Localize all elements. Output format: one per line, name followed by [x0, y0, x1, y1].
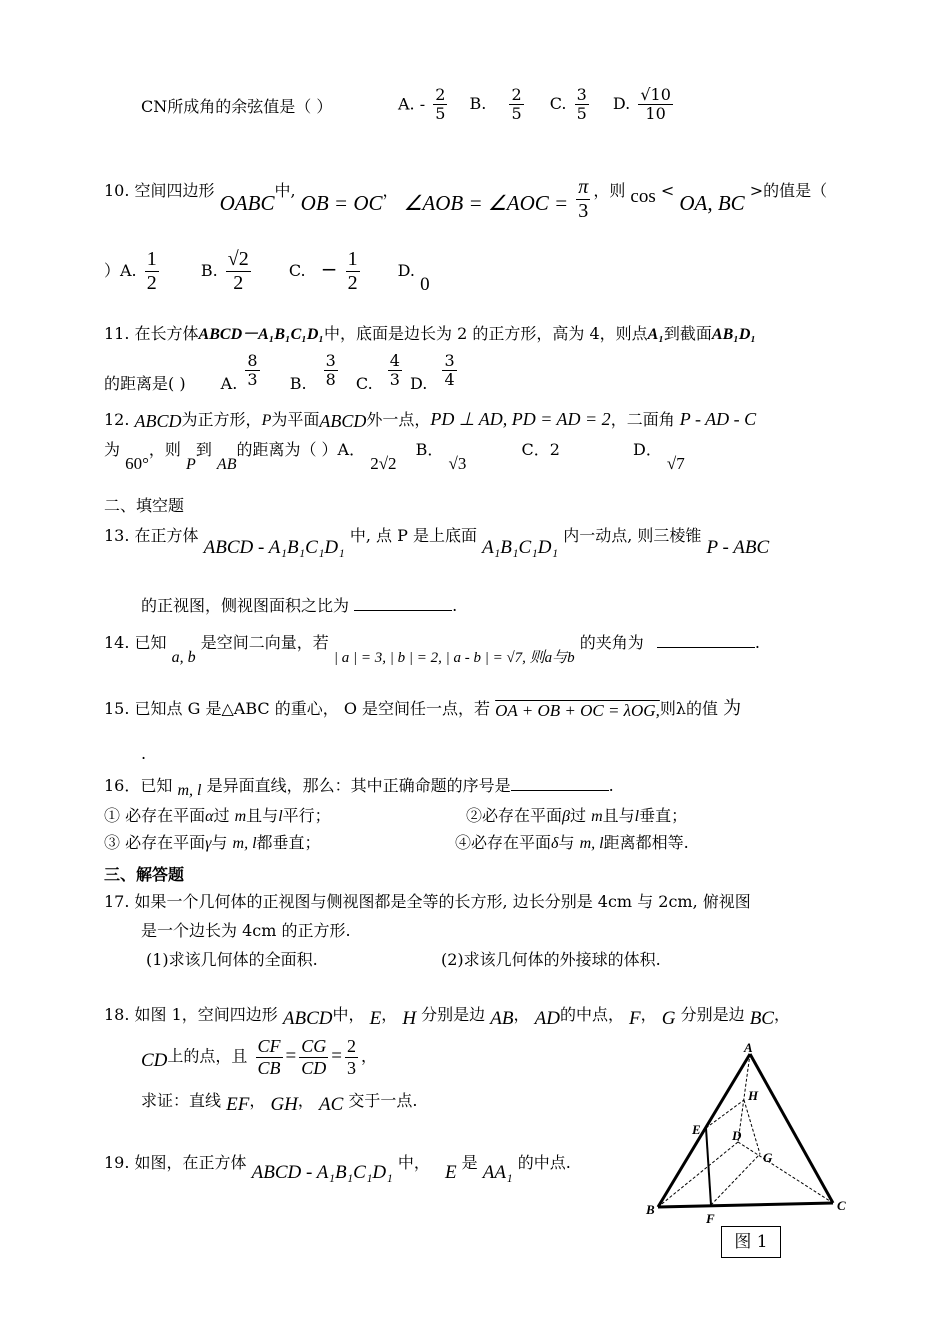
label-g: G	[763, 1150, 773, 1165]
q15-line2: .	[141, 744, 147, 763]
q18-c: ，	[381, 1005, 398, 1024]
q11-l1e: 到截面	[663, 324, 712, 343]
q14-end: .	[754, 633, 760, 652]
q10-mid: 中,	[274, 181, 296, 200]
label-d: D	[732, 1128, 742, 1143]
q19-b: 中，	[397, 1153, 430, 1172]
q12-n: 12.	[104, 410, 130, 429]
q19-line	[104, 1152, 571, 1183]
q18-ac: AC	[319, 1094, 344, 1115]
q12-t6: 的距离为（ ）A．	[236, 440, 366, 459]
option-a-label: A.	[398, 94, 415, 114]
q18-fv: F	[629, 1008, 641, 1029]
q13-face: A₁B₁C₁D₁	[482, 537, 559, 558]
q13-pyr: P - ABC	[706, 537, 770, 558]
q10-option-d-label: D.	[397, 261, 416, 280]
q18-e2: ，	[513, 1005, 530, 1024]
q19-e: E	[444, 1162, 457, 1183]
q10-vec: OA, BC	[679, 191, 745, 215]
option-d-label: D.	[612, 94, 631, 114]
q13-answer-blank[interactable]	[354, 596, 452, 611]
q16-o2e: l	[634, 808, 640, 825]
q12-option-a-value: 2√2	[370, 454, 397, 473]
q11-line2	[104, 351, 460, 394]
q18-line2	[141, 1036, 377, 1078]
q11-option-c-label: C.	[355, 374, 373, 394]
q10-comma: ，	[382, 181, 399, 200]
q17-line1: 17. 如果一个几何体的正视图与侧视图都是全等的长方形, 边长分别是 4cm 与 2cm, 俯视图	[104, 892, 751, 911]
q11-option-d-label: D.	[410, 374, 428, 394]
q11-line1	[104, 324, 756, 344]
q18-frac-2-3: $\frac{2}{3}$	[346, 1036, 356, 1078]
q15-t: 15. 已知点 G 是△ABC 的重心， O 是空间任一点，若	[104, 699, 491, 718]
segment-fg	[711, 1154, 760, 1205]
q18-eq: =	[285, 1045, 297, 1067]
q18-ab: AB	[490, 1008, 514, 1029]
q16-answer-blank[interactable]	[511, 776, 609, 791]
q12-abcd: ABCD	[134, 411, 182, 431]
q16-o1b: 过	[213, 806, 230, 825]
q12-abcd2: ABCD	[319, 411, 367, 431]
q13-cube: ABCD - A₁B₁C₁D₁	[203, 537, 345, 558]
q18-proof: 求证：直线	[141, 1091, 222, 1110]
q16-options-1	[104, 806, 331, 826]
q18-frac-cf-cb: $\frac{CF}{CB}$	[257, 1036, 281, 1078]
q11-l1f: AB₁D₁	[711, 326, 756, 343]
q16-o1f: 平行；	[282, 806, 331, 825]
q12-ab: AB	[216, 456, 237, 473]
option-a-sign: -	[419, 94, 426, 114]
q16-o4a: δ	[551, 835, 559, 852]
q12-option-d-label: D．	[632, 440, 662, 459]
q16-ml: m, l	[177, 782, 202, 799]
q16-o1c: m	[234, 808, 247, 825]
edge-ac	[750, 1054, 833, 1203]
q11-l2: 的距离是( )	[104, 374, 186, 394]
q14-line	[104, 633, 760, 666]
q10-pi-fraction: $\frac{\pi}{3}$	[578, 176, 589, 222]
q11-l1c: 中，底面是边长为 2 的正方形，高为 4，则点	[324, 324, 648, 343]
q12-cond: PD ⊥ AD, PD = AD = 2	[430, 409, 611, 429]
q18-gv: G	[661, 1008, 676, 1029]
q14-answer-blank[interactable]	[657, 633, 755, 648]
q12-dih: P - AD - C	[679, 409, 757, 429]
q18-c1: ，	[249, 1091, 266, 1110]
q10-option-c-fraction: $\frac{1}{2}$	[347, 248, 358, 294]
q18-j: 上的点，且	[167, 1046, 248, 1066]
q16-o1e: l	[278, 808, 283, 825]
q18-eq2: =	[331, 1045, 342, 1067]
q16-o2f: 垂直；	[639, 806, 688, 825]
q16-options-3	[104, 833, 321, 853]
q10-line1	[104, 168, 828, 222]
q18-b: 中，	[332, 1005, 365, 1024]
q14-cond: | a | = 3, | b | = 2, | a - b | = √7, 则a与b	[333, 650, 575, 666]
q16-options-2	[466, 806, 687, 826]
q17-part2: (2)求该几何体的外接球的体积.	[441, 950, 661, 969]
label-a: A	[744, 1040, 753, 1055]
q10-then: ，则	[593, 181, 626, 200]
edge-bc	[658, 1203, 833, 1207]
q18-bc: BC	[749, 1008, 774, 1029]
label-c: C	[837, 1198, 846, 1213]
q10-options	[104, 248, 430, 295]
q18-h: H	[402, 1008, 417, 1029]
q17-line2: 是一个边长为 4cm 的正方形.	[141, 921, 351, 940]
q16-o1: ① 必存在平面	[104, 806, 206, 825]
q18-ef: EF	[226, 1094, 250, 1115]
q16-o3a: γ	[205, 835, 212, 852]
q12-deg: 60°	[125, 454, 149, 473]
q16-t: 16．已知	[104, 776, 173, 795]
q13-line1	[104, 525, 770, 558]
q14-vecs: a, b	[171, 649, 196, 666]
q13-pre: 13. 在正方体	[104, 526, 199, 545]
q16-o4d: 距离都相等.	[603, 833, 689, 852]
q16-end: .	[608, 776, 614, 795]
q16-o3c: m, l	[232, 835, 257, 852]
q18-h2: 分别是边	[680, 1005, 745, 1024]
q13-end: .	[452, 596, 458, 615]
q15-t3: 为	[723, 698, 742, 719]
q10-eq1: OB = OC	[300, 191, 383, 215]
q10-lt: <	[660, 181, 675, 200]
q19-aa: AA₁	[482, 1162, 513, 1183]
q11-option-b-fraction: $\frac{3}{8}$	[325, 351, 336, 390]
edge-cd	[738, 1142, 833, 1203]
q12-option-d-value: √7	[666, 454, 685, 473]
q13-l2: 的正视图，侧视图面积之比为	[141, 596, 350, 615]
q12-p2: P	[186, 456, 196, 473]
option-b-label: B.	[469, 94, 487, 114]
q10-cos: cos	[630, 186, 656, 207]
q11-option-a-label: A.	[220, 374, 238, 394]
q16-line	[104, 776, 614, 799]
q10-option-a-fraction: $\frac{1}{2}$	[146, 248, 157, 294]
q10-option-d-value: 0	[420, 274, 430, 295]
q18-f: 的中点，	[559, 1005, 624, 1024]
q10-gt: >的值是（	[749, 181, 828, 200]
q16-o2: ②必存在平面	[466, 806, 563, 825]
q16-t2: 是异面直线，那么：其中正确命题的序号是	[206, 776, 511, 795]
q19-d: 的中点.	[517, 1153, 571, 1172]
q10-option-c-minus: −	[320, 257, 338, 281]
q16-o4c: m, l	[579, 835, 604, 852]
q16-o1d: 且与	[246, 806, 279, 825]
q18-e: E	[369, 1008, 382, 1029]
q11-option-b-label: B.	[289, 374, 307, 394]
q13-mid2: 内一动点, 则三棱锥	[563, 526, 702, 545]
q9-line	[141, 97, 332, 116]
q11-l1d: A₁	[647, 326, 664, 343]
option-a-fraction: $\frac{2}{5}$	[435, 85, 446, 124]
option-b-fraction: $\frac{2}{5}$	[511, 85, 522, 124]
q10-option-b-fraction: $\frac{√2}{2}$	[227, 248, 249, 294]
edge-bd	[658, 1142, 738, 1207]
q14-t2: 的夹角为	[579, 633, 644, 652]
q11-option-a-fraction: $\frac{8}{3}$	[247, 351, 258, 390]
q18-line1	[104, 1004, 790, 1027]
q18-g: ，	[640, 1005, 657, 1024]
q10-eq2: ∠AOB = ∠AOC =	[403, 191, 569, 215]
q16-o2b: 过	[569, 806, 586, 825]
option-c-label: C.	[549, 94, 567, 114]
q18-abcd: ABCD	[282, 1008, 333, 1029]
q10-opt-pre: ）A.	[104, 261, 137, 280]
q14-pre: 14. 已知	[104, 633, 167, 652]
q16-o4: ④必存在平面	[455, 833, 552, 852]
q18-frac-cg-cd: $\frac{CG}{CD}$	[301, 1036, 327, 1078]
q16-o2a: β	[562, 808, 570, 825]
q12-line2	[104, 440, 685, 473]
q19-a: 19. 如图，在正方体	[104, 1153, 247, 1172]
q18-ad: AD	[534, 1008, 560, 1029]
figure-1-caption: 图 1	[721, 1226, 781, 1258]
q13-mid: 中, 点 P 是上底面	[349, 526, 477, 545]
q18-gh: GH	[270, 1094, 298, 1115]
label-b: B	[646, 1202, 655, 1217]
q11-option-c-fraction: $\frac{4}{3}$	[389, 351, 400, 390]
q16-o4b: 与	[558, 833, 575, 852]
q12-option-b-value: √3	[448, 454, 467, 473]
label-f: F	[706, 1211, 715, 1225]
q16-o3d: 都垂直；	[256, 833, 321, 852]
q12-t4: ，二面角	[610, 410, 675, 429]
option-d-fraction: $\frac{√10}{10}$	[640, 85, 671, 124]
q10-pre: 10. 空间四边形	[104, 181, 215, 200]
q10-option-b-label: B.	[200, 261, 218, 280]
segment-gh	[744, 1100, 760, 1154]
q16-o2d: 且与	[602, 806, 635, 825]
q11-l1b: ABCD－A₁B₁C₁D₁	[198, 326, 325, 343]
q10-option-c-label: C.	[288, 261, 306, 280]
q12-line1	[104, 409, 756, 431]
q12-p: P	[261, 412, 272, 429]
q12-t2: 为平面	[271, 410, 320, 429]
q11-l1a: 11. 在长方体	[104, 324, 199, 343]
q13-line2	[141, 596, 457, 615]
q15-t2: 则λ的值	[659, 699, 718, 718]
q12-w: 为	[104, 440, 121, 459]
q18-line3	[141, 1090, 417, 1113]
q16-o2c: m	[591, 808, 603, 825]
option-c-fraction: $\frac{3}{5}$	[576, 85, 587, 124]
q12-t5: ，则	[148, 440, 181, 459]
q18-k: ，	[360, 1046, 377, 1066]
figure-1-tetrahedron	[640, 1040, 855, 1225]
segment-eh	[706, 1100, 744, 1128]
q18-i: ，	[773, 1005, 790, 1024]
q11-option-d-fraction: $\frac{3}{4}$	[444, 351, 455, 390]
q18-end: 交于一点.	[348, 1091, 418, 1110]
section-2-heading: 二、填空题	[104, 496, 185, 515]
q16-o3b: 与	[211, 833, 228, 852]
q12-t3: 外一点，	[366, 410, 431, 429]
q12-to: 到	[195, 440, 212, 459]
q16-o1a: α	[205, 808, 214, 825]
section-3-heading: 三、解答题	[104, 865, 185, 884]
q17-part1: (1)求该几何体的全面积.	[146, 950, 318, 969]
q18-d: 分别是边	[421, 1005, 486, 1024]
label-h: H	[748, 1088, 759, 1103]
q15-line	[104, 698, 741, 720]
q18-a: 18. 如图 1，空间四边形	[104, 1005, 278, 1024]
q18-c2: ，	[297, 1091, 314, 1110]
label-e: E	[692, 1122, 701, 1137]
q19-c: 是	[461, 1153, 478, 1172]
q15-eq: OA + OB + OC = λOG,	[495, 701, 660, 720]
segment-ef	[706, 1128, 711, 1205]
q10-obj: OABC	[219, 191, 275, 215]
q14-t: 是空间二向量，若	[200, 633, 329, 652]
q16-o3: ③ 必存在平面	[104, 833, 206, 852]
q19-cube: ABCD - A₁B₁C₁D₁	[251, 1162, 393, 1183]
q9-options	[398, 86, 676, 124]
q12-option-c: C．2	[521, 440, 560, 459]
q9-text: CN所成角的余弦值是（ ）	[141, 97, 333, 116]
q18-cd: CD	[141, 1049, 168, 1071]
q16-options-4	[455, 833, 689, 853]
q12-option-b-label: B．	[415, 440, 444, 459]
q12-t1: 为正方形，	[181, 410, 262, 429]
